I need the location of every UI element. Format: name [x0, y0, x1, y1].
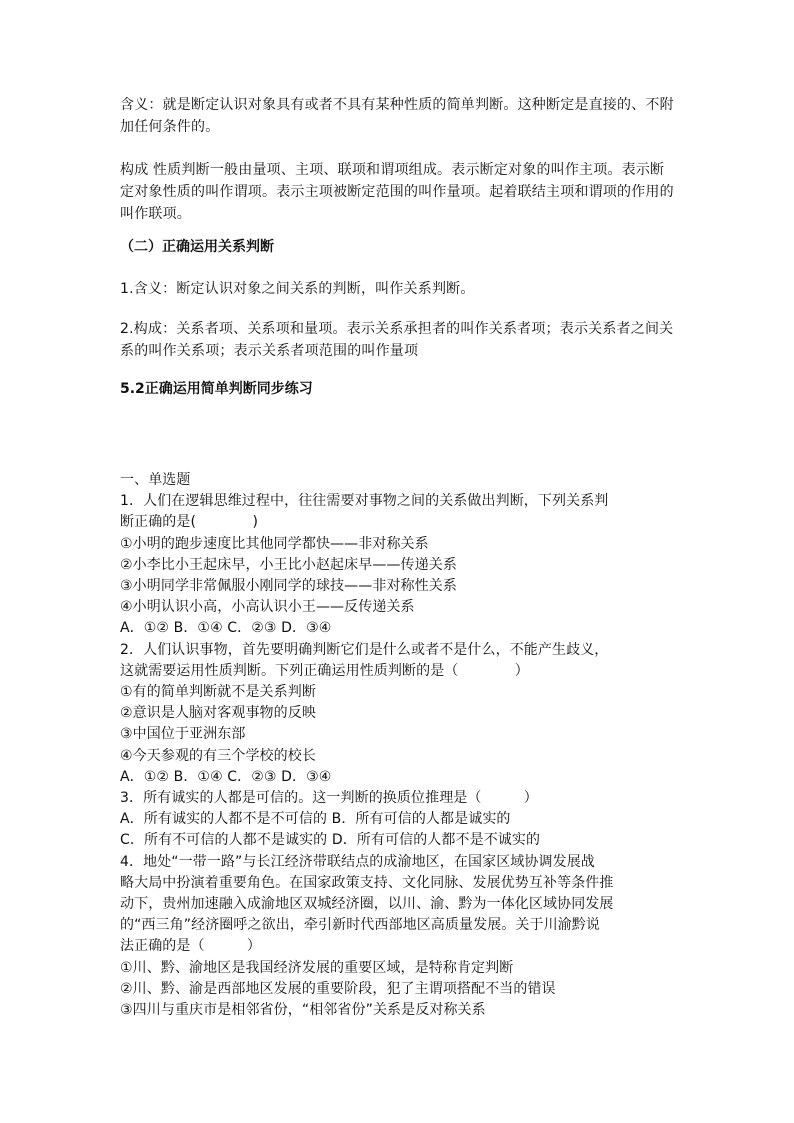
quiz-line: ①小明的跑步速度比其他同学都快——非对称关系: [120, 535, 429, 552]
quiz-line: 这就需要运用性质判断。下列正确运用性质判断的是（ ）: [120, 662, 529, 679]
quiz-line: 动下，贵州加速融入成渝地区双城经济圈，以川、渝、黔为一体化区域协同发展: [120, 896, 614, 913]
quiz-heading: 一、单选题: [120, 472, 191, 488]
quiz-line: 2．人们认识事物，首先要明确判断它们是什么或者不是什么，不能产生歧义，: [120, 641, 609, 658]
quiz-line: ②小李比小王起床早，小王比小赵起床早——传递关系: [120, 556, 457, 573]
quiz-line: 1．人们在逻辑思维过程中，往往需要对事物之间的关系做出判断，下列关系判: [120, 493, 609, 510]
quiz-options: C．所有不可信的人都不是诚实的 D．所有可信的人都不是不诚实的: [120, 832, 541, 849]
quiz-section: [120, 470, 680, 1021]
quiz-options: A．所有诚实的人都不是不可信的 B．所有可信的人都是诚实的: [120, 811, 511, 828]
quiz-line: ④今天参观的有三个学校的校长: [120, 747, 316, 764]
quiz-line: 法正确的是（ ）: [120, 938, 261, 955]
quiz-line: 3．所有诚实的人都是可信的。这一判断的换质位推理是（ ）: [120, 790, 538, 807]
definition-paragraph: 含义：就是断定认识对象具有或者不具有某种性质的简单判断。这种断定是直接的、不附加任何条件的。: [120, 97, 674, 135]
quiz-options: A．①② B．①④ C．②③ D．③④: [120, 768, 332, 785]
relation-composition-paragraph: 2.构成：关系者项、关系项和量项。表示关系承担者的叫作关系者项；表示关系者之间关系的叫作关系项；表示关系者项范围的叫作量项: [120, 321, 674, 359]
quiz-line: ③小明同学非常佩服小刚同学的球技——非对称性关系: [120, 578, 457, 595]
quiz-line: ①川、黔、渝地区是我国经济发展的重要区域，是特称肯定判断: [120, 959, 514, 976]
section-heading-relation: （二）正确运用关系判断: [120, 239, 274, 255]
quiz-line: ①有的简单判断就不是关系判断: [120, 684, 316, 701]
relation-definition-paragraph: 1.含义：断定认识对象之间关系的判断，叫作关系判断。: [120, 281, 475, 297]
composition-paragraph: 构成 性质判断一般由量项、主项、联项和谓项组成。表示断定对象的叫作主项。表示断定对象性质的叫作谓项。表示主项被断定范围的叫作量项。起着联结主项和谓项的作用的叫作联项。: [120, 162, 674, 222]
quiz-line: ②意识是人脑对客观事物的反映: [120, 705, 316, 722]
quiz-line: 断正确的是( ): [120, 514, 259, 531]
quiz-line: ③中国位于亚洲东部: [120, 726, 246, 743]
quiz-line: 略大局中扮演着重要角色。在国家政策支持、文化同脉、发展优势互补等条件推: [120, 874, 614, 891]
quiz-options: A．①② B．①④ C．②③ D．③④: [120, 620, 332, 637]
quiz-line: ④小明认识小高，小高认识小王——反传递关系: [120, 599, 415, 616]
quiz-line: 的“西三角”经济圈呼之欲出，牵引新时代西部地区高质量发展。关于川渝黔说: [120, 917, 601, 934]
quiz-line: ③四川与重庆市是相邻省份，“相邻省份”关系是反对称关系: [120, 1002, 486, 1019]
quiz-line: ②川、黔、渝是西部地区发展的重要阶段，犯了主谓项搭配不当的错误: [120, 980, 556, 997]
quiz-line: 4．地处“一带一路”与长江经济带联结点的成渝地区，在国家区域协调发展战: [120, 853, 595, 870]
exercise-title: 5.2正确运用简单判断同步练习: [120, 381, 313, 397]
